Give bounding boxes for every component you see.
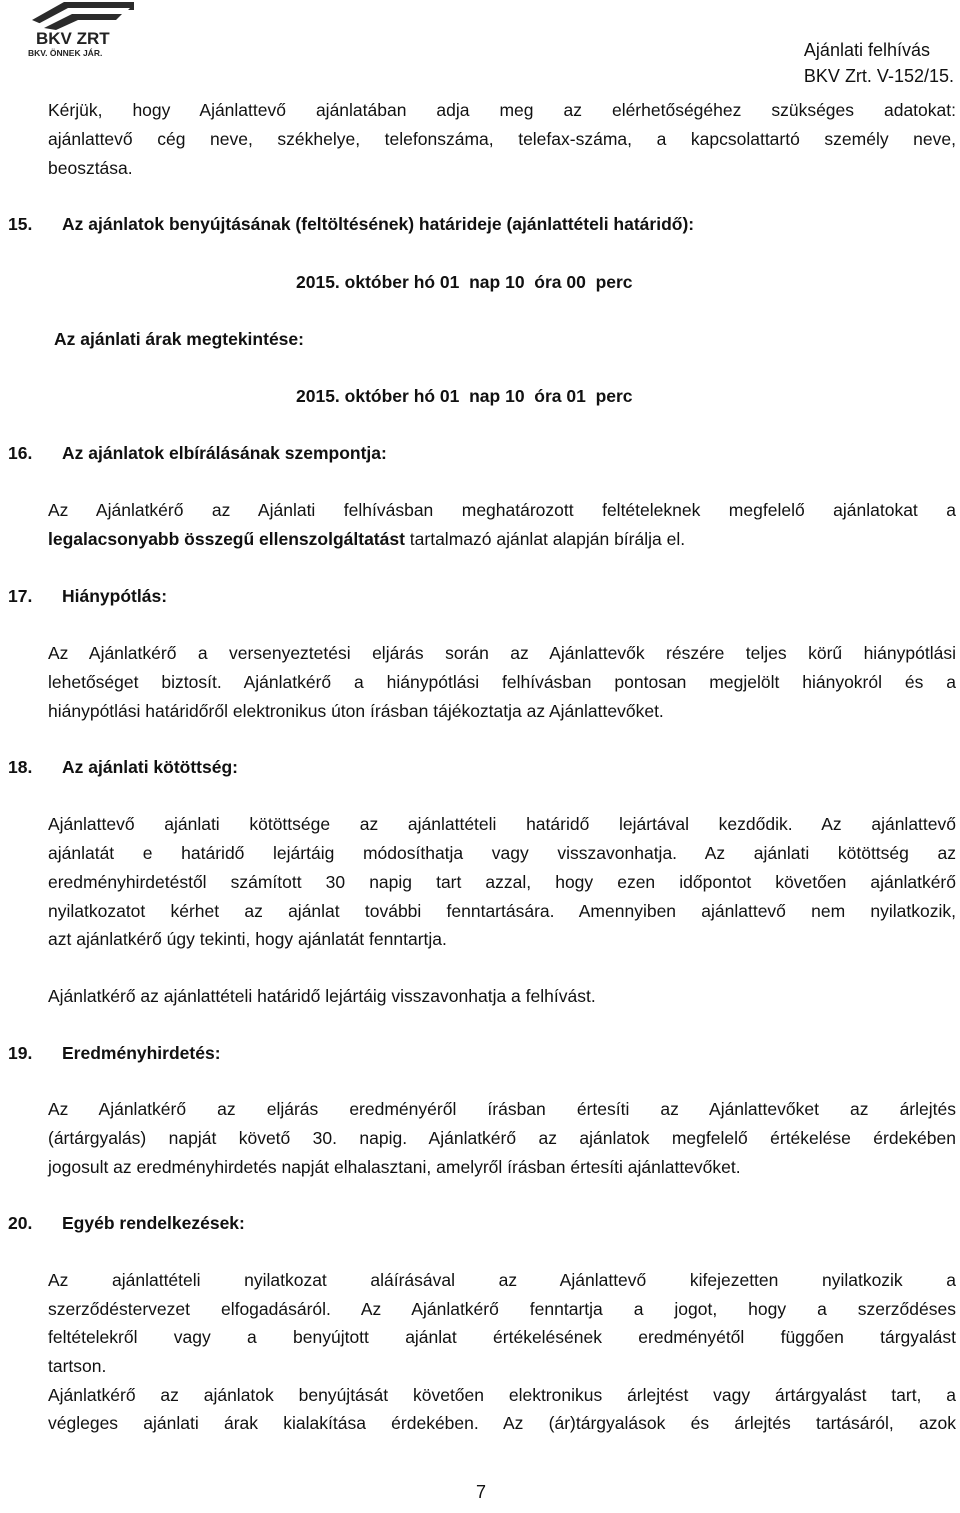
section-18-number: 18. bbox=[8, 757, 33, 777]
price-viewing-time: 2015. október hó 01 nap 10 óra 01 perc bbox=[296, 386, 633, 406]
price-viewing-label: Az ajánlati árak megtekintése: bbox=[54, 329, 304, 349]
section-18-line-2: ajánlatát e határidő lejártáig módosíthatja vagy visszavonhatja. Az ajánlati kötöttség az bbox=[48, 843, 956, 863]
section-20-line-4: tartson. bbox=[48, 1356, 107, 1376]
section-17-line-3: hiánypótlási határidőről elektronikus úton írásban tájékoztatja az Ajánlattevőket. bbox=[48, 701, 664, 721]
section-19-line-3: jogosult az eredményhirdetés napját elhalasztani, amelyről írásban értesíti ajánlattevőket. bbox=[48, 1157, 741, 1177]
section-18-line-5: azt ajánlatkérő úgy tekinti, hogy ajánlatát fenntartja. bbox=[48, 929, 447, 949]
section-17-line-1: Az Ajánlatkérő a versenyeztetési eljárás során az Ajánlattevők részére teljes körű hiánypótlási bbox=[48, 643, 956, 663]
section-18-line-4: nyilatkozatot kérhet az ajánlat további fenntartására. Amennyiben ajánlattevő nem nyilatkozik, bbox=[48, 901, 956, 921]
bkv-logo bbox=[4, 0, 134, 58]
section-19-line-2: (ártárgyalás) napját követő 30. napig. Ajánlatkérő az ajánlatok megfelelő értékelése érdekében bbox=[48, 1128, 956, 1148]
section-17-number: 17. bbox=[8, 586, 33, 606]
section-20-line-2: szerződéstervezet elfogadásáról. Az Ajánlatkérő fenntartja a jogot, hogy a szerződéses bbox=[48, 1299, 956, 1319]
section-19-title: Eredményhirdetés: bbox=[62, 1043, 221, 1063]
section-16-line-2 bbox=[48, 529, 956, 549]
header-ref: BKV Zrt. V-152/15. bbox=[803, 66, 954, 86]
section-15-number: 15. bbox=[8, 214, 33, 234]
section-19-line-1: Az Ajánlatkérő az eljárás eredményéről írásban értesíti az Ajánlattevőket az árlejtés bbox=[48, 1099, 956, 1119]
section-19-number: 19. bbox=[8, 1043, 33, 1063]
section-17-line-2: lehetőséget biztosít. Ajánlatkérő a hiánypótlási felhívásban pontosan megjelölt hiányokról és a bbox=[48, 672, 956, 692]
section-18-note: Ajánlatkérő az ajánlattételi határidő lejártáig visszavonhatja a felhívást. bbox=[48, 986, 596, 1006]
header-title: Ajánlati felhívás bbox=[803, 40, 930, 60]
section-16-title: Az ajánlatok elbírálásának szempontja: bbox=[62, 443, 387, 463]
section-15-title: Az ajánlatok benyújtásának (feltöltésének) határideje (ajánlattételi határidő): bbox=[62, 214, 695, 234]
award-criterion: legalacsonyabb összegű ellenszolgáltatást bbox=[48, 529, 405, 549]
intro-line-3: beosztása. bbox=[48, 158, 133, 178]
section-16-number: 16. bbox=[8, 443, 33, 463]
section-18-title: Az ajánlati kötöttség: bbox=[62, 757, 238, 777]
section-16-line-1: Az Ajánlatkérő az Ajánlati felhívásban meghatározott feltételeknek megfelelő ajánlatokat a bbox=[48, 500, 956, 520]
section-18-line-3: eredményhirdetéstől számított 30 napig tart azzal, hogy ezen időpontot követően ajánlatkérő bbox=[48, 872, 956, 892]
page-number: 7 bbox=[476, 1482, 487, 1502]
logo-text: BKV ZRT bbox=[36, 29, 110, 48]
submission-deadline: 2015. október hó 01 nap 10 óra 00 perc bbox=[296, 272, 633, 292]
section-18-line-1: Ajánlattevő ajánlati kötöttsége az ajánlattételi határidő lejártával kezdődik. Az ajánlattevő bbox=[48, 814, 956, 834]
bkv-logo-icon bbox=[4, 0, 134, 58]
intro-line-2: ajánlattevő cég neve, székhelye, telefonszáma, telefax-száma, a kapcsolattartó személy neve, bbox=[48, 129, 956, 149]
section-17-title: Hiánypótlás: bbox=[62, 586, 168, 606]
section-20-line-1: Az ajánlattételi nyilatkozat aláírásával az Ajánlattevő kifejezetten nyilatkozik a bbox=[48, 1270, 956, 1290]
section-20-line-5: Ajánlatkérő az ajánlatok benyújtását követően elektronikus árlejtést vagy ártárgyalást tart, a bbox=[48, 1385, 956, 1405]
section-16-line-2-rest: tartalmazó ajánlat alapján bírálja el. bbox=[404, 529, 686, 549]
section-20-line-6: végleges ajánlati árak kialakítása érdekében. Az (ár)tárgyalások és árlejtés tartásáról, azok bbox=[48, 1413, 956, 1433]
section-20-title: Egyéb rendelkezések: bbox=[62, 1213, 245, 1233]
logo-slogan: BKV. ÖNNEK JÁR. bbox=[28, 48, 103, 58]
intro-line-1: Kérjük, hogy Ajánlattevő ajánlatában adja meg az elérhetőségéhez szükséges adatokat: bbox=[48, 100, 956, 120]
section-20-number: 20. bbox=[8, 1213, 33, 1233]
section-20-line-3: feltételekről vagy a benyújtott ajánlat értékelésének eredményétől függően tárgyalást bbox=[48, 1327, 956, 1347]
